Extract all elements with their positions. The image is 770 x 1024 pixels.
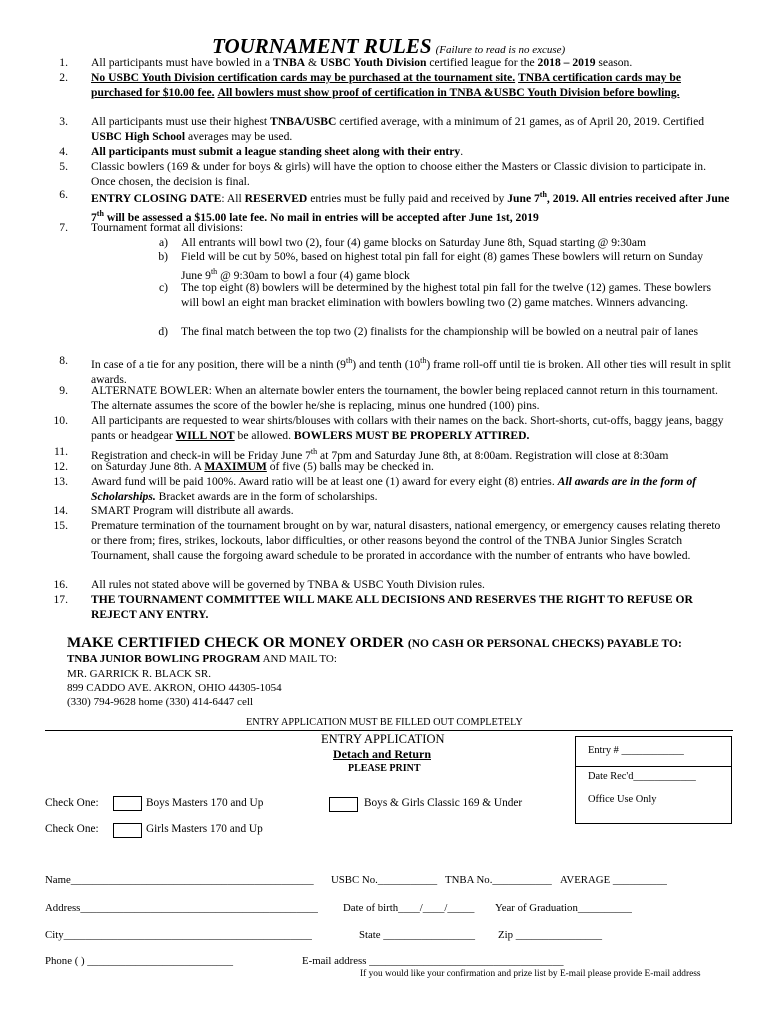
format-item-letter: d) <box>158 325 168 338</box>
boys-masters-checkbox[interactable] <box>113 796 142 811</box>
payee-line: TNBA JUNIOR BOWLING PROGRAM AND MAIL TO: <box>67 653 337 665</box>
rule-text-segment: Premature termination of the tournament brought on by war, natural disasters, national emergency, or emergency causes relating thereto or there from; fires, strikes, lockouts, labor difficulties, or other reasons beyond the control of the TNBA Junior Singles Scratch Tournament, shall cause the forgoing award schedule to be prorated in accordance with the number of entrants who have bowled. <box>91 519 721 562</box>
rule-text-segment: Tournament format all divisions: <box>91 221 244 234</box>
rule-text-segment: BOWLERS MUST BE PROPERLY ATTIRED. <box>293 429 530 442</box>
rule-text-segment: certified average, with a minimum of 21 games, as of April 20, 2019. Certified <box>336 115 705 128</box>
rule-text-segment: Registration and check-in will be Friday June 7 <box>91 448 311 462</box>
date-received-field: Date Rec'd____________ <box>588 771 696 782</box>
rule-item <box>91 503 731 518</box>
format-item <box>181 280 721 310</box>
rule-number: 11. <box>53 445 68 458</box>
rule-text-segment: All rules not stated above will be governed by TNBA & USBC Youth Division rules. <box>91 578 485 591</box>
rule-text-segment: th <box>539 190 547 199</box>
address-field[interactable]: Address____________________________________________ <box>45 902 318 914</box>
rule-text-segment: The top eight (8) bowlers will be determined by the highest total pin fall for the twelve (12) games. These bowlers will bowl an eight man bracket elimination with bowlers bowling two (2) game matches. Winners advancing. <box>181 281 712 309</box>
rule-text-segment: th <box>420 356 427 365</box>
rule-text-segment: 2018 – 2019 <box>537 56 596 69</box>
rule-text-segment: Award fund will be paid 100%. Award ratio will be at least one (1) award for every eight (8) entries. <box>91 475 558 488</box>
rule-text-segment: & <box>305 56 320 69</box>
rule-number: 9. <box>59 384 68 397</box>
rule-text-segment: @ 9:30am to bowl a four (4) game block <box>217 268 410 282</box>
rule-item <box>91 383 731 413</box>
rule-number: 3. <box>59 115 68 128</box>
rule-text-segment: All participants are requested to wear shirts/blouses with collars with their names on the back. Short-shorts, cut-offs, baggy jeans, baggy pants or headgear <box>91 414 724 442</box>
phone-field[interactable]: Phone ( ) ___________________________ <box>45 955 234 967</box>
rule-text-segment: USBC High School <box>91 130 186 143</box>
rule-text-segment: ) frame roll-off until tie is broken. All other ties will result in split awards. <box>91 357 731 386</box>
rule-text-segment: TNBA certification cards may be purchased for $10.00 fee. <box>91 71 681 99</box>
rule-text-segment: In case of a tie for any position, there will be a ninth (9 <box>91 357 346 371</box>
rule-text-segment: on Saturday June 8th. A <box>91 460 205 473</box>
rule-text-segment: ) and tenth (10 <box>352 357 421 371</box>
rule-text-segment: at 7pm and Saturday June 8th, at 8:00am. Registration will close at 8:30am <box>317 448 669 462</box>
city-field[interactable]: City______________________________________________ <box>45 929 312 941</box>
mail-address: 899 CADDO AVE. AKRON, OHIO 44305-1054 <box>67 682 282 694</box>
rule-text-segment: All entrants will bowl two (2), four (4) game blocks on Saturday June 8th, Squad starting @ 9:30am <box>181 236 647 249</box>
rule-text-segment: , 2019. All entries received after June 7 <box>91 191 730 224</box>
rule-text-segment: The final match between the top two (2) finalists for the championship will be bowled on a neutral pair of lanes <box>181 325 699 338</box>
boys-masters-label: Boys Masters 170 and Up <box>146 797 264 809</box>
form-heading: ENTRY APPLICATION <box>321 732 445 746</box>
rule-text-segment: All participants must submit a league standing sheet along with their entry <box>91 145 461 158</box>
check-one-label-2: Check One: <box>45 823 99 835</box>
office-use-label: Office Use Only <box>588 794 657 805</box>
rule-text-segment: THE TOURNAMENT COMMITTEE WILL MAKE ALL DECISIONS AND RESERVES THE RIGHT TO REFUSE OR REJECT ANY ENTRY. <box>91 593 693 621</box>
rule-number: 7. <box>59 221 68 234</box>
rule-item <box>91 114 731 144</box>
rule-number: 8. <box>59 354 68 367</box>
rule-number: 6. <box>59 188 68 201</box>
girls-masters-label: Girls Masters 170 and Up <box>146 823 263 835</box>
rule-item <box>91 70 731 100</box>
rule-text-segment: of five (5) balls may be checked in. <box>266 460 434 473</box>
rule-number: 1. <box>59 56 68 69</box>
classic-checkbox[interactable] <box>329 797 358 812</box>
rule-text-segment: TNBA <box>272 56 306 69</box>
rule-text-segment: Classic bowlers (169 & under for boys & girls) will have the option to choose either the Masters or Classic division to participate in. Once chosen, the decision is final. <box>91 160 706 188</box>
rule-text-segment: Field will be cut by 50%, based on highest total pin fall for eight (8) games These bowlers will return on Sunday June 9 <box>181 250 704 282</box>
rule-text-segment: WILL NOT <box>175 429 235 442</box>
rule-text-segment: Bracket awards are in the form of scholarships. <box>155 490 378 503</box>
rule-number: 15. <box>53 519 68 532</box>
rule-text-segment: No USBC Youth Division certification cards may be purchased at the tournament site. <box>91 71 516 84</box>
rule-text-segment: All participants must have bowled in a <box>91 56 273 69</box>
format-item <box>181 249 721 283</box>
rule-item <box>91 474 731 504</box>
rule-number: 4. <box>59 145 68 158</box>
rule-text-segment: June 7 <box>507 191 540 205</box>
rule-text-segment: MAXIMUM <box>204 460 267 473</box>
classic-label: Boys & Girls Classic 169 & Under <box>364 797 523 809</box>
rule-number: 17. <box>53 593 68 606</box>
check-one-label: Check One: <box>45 797 99 809</box>
form-top-divider <box>45 730 733 731</box>
rule-text-segment: TNBA/USBC <box>270 115 337 128</box>
rule-text-segment: ALTERNATE BOWLER: When an alternate bowler enters the tournament, the bowler being replaced cannot return in this tournament. The alternate assumes the score of the bowler he/she is replacing, minus one hundred (100) pins. <box>91 384 718 412</box>
rule-text-segment: All participants must use their highest <box>91 115 271 128</box>
rule-item <box>91 220 731 235</box>
payment-heading: MAKE CERTIFIED CHECK OR MONEY ORDER (NO CASH OR PERSONAL CHECKS) PAYABLE TO: <box>67 635 682 651</box>
date-of-birth-field[interactable]: Date of birth____/____/_____ <box>343 902 475 914</box>
state-field[interactable]: State _________________ <box>359 929 476 941</box>
rule-text-segment: be allowed. <box>234 429 294 442</box>
rule-text-segment: entries must be fully paid and received by <box>307 191 508 205</box>
rule-text-segment: All awards are in the form of Scholarships. <box>91 475 697 503</box>
mail-name: MR. GARRICK R. BLACK SR. <box>67 668 211 680</box>
rule-text-segment: RESERVED <box>244 191 308 205</box>
format-item-letter: c) <box>158 281 168 294</box>
rule-number: 5. <box>59 160 68 173</box>
please-print-label: PLEASE PRINT <box>348 763 421 774</box>
rule-text-segment: USBC Youth Division <box>319 56 427 69</box>
rule-text-segment: averages may be used. <box>185 130 293 143</box>
rule-item <box>91 459 731 474</box>
rule-item <box>91 55 731 70</box>
rule-text-segment: th <box>96 208 104 218</box>
office-box-divider <box>575 766 731 767</box>
rule-number: 14. <box>53 504 68 517</box>
rule-text-segment: will be assessed a $15.00 late fee. No mail in entries will be accepted after June 1st, 2019 <box>103 210 539 224</box>
rule-item <box>91 159 731 189</box>
entry-number-field: Entry # ____________ <box>588 745 684 756</box>
format-item-letter: b) <box>158 250 168 263</box>
rule-item <box>91 144 731 159</box>
rule-text-segment: SMART Program will distribute all awards. <box>91 504 294 517</box>
rule-text-segment: All bowlers must show proof of certification in TNBA &USBC Youth Division before bowling. <box>217 86 680 99</box>
rule-text-segment: season. <box>595 56 633 69</box>
rule-item <box>91 592 731 622</box>
rule-text-segment: ENTRY CLOSING DATE <box>91 191 222 205</box>
email-note: If you would like your confirmation and prize list by E-mail please provide E-mail address <box>360 969 701 979</box>
tnba-number-field[interactable]: TNBA No.___________ <box>445 874 552 886</box>
detach-label: Detach and Return <box>333 747 431 761</box>
rule-text-segment: th <box>345 356 353 365</box>
rule-item <box>91 413 731 443</box>
girls-masters-checkbox[interactable] <box>113 823 142 838</box>
name-field[interactable]: Name_____________________________________________ <box>45 874 314 886</box>
page-title: TOURNAMENT RULES (Failure to read is no excuse) <box>212 34 566 58</box>
email-field[interactable]: E-mail address ____________________________________ <box>302 955 564 967</box>
rule-number: 10. <box>53 414 68 427</box>
format-item <box>181 235 721 250</box>
graduation-year-field[interactable]: Year of Graduation__________ <box>495 902 632 914</box>
rule-item <box>91 577 731 592</box>
rule-text-segment: : All <box>221 191 245 205</box>
format-item-letter: a) <box>158 236 168 249</box>
zip-field[interactable]: Zip ________________ <box>498 929 603 941</box>
form-notice: ENTRY APPLICATION MUST BE FILLED OUT COMPLETELY <box>246 717 523 728</box>
rule-number: 2. <box>59 71 68 84</box>
rule-item <box>91 353 731 387</box>
rule-number: 13. <box>53 475 68 488</box>
rule-text-segment: th <box>310 447 318 456</box>
average-field[interactable]: AVERAGE __________ <box>560 874 667 886</box>
format-item <box>181 324 721 339</box>
rule-number: 12. <box>53 460 68 473</box>
rule-text-segment: th <box>210 267 218 276</box>
rule-text-segment: certified league for the <box>426 56 538 69</box>
usbc-number-field[interactable]: USBC No.___________ <box>331 874 438 886</box>
mail-phones: (330) 794-9628 home (330) 414-6447 cell <box>67 696 254 708</box>
rule-text-segment: . <box>460 145 464 158</box>
rule-item <box>91 518 731 563</box>
rule-number: 16. <box>53 578 68 591</box>
